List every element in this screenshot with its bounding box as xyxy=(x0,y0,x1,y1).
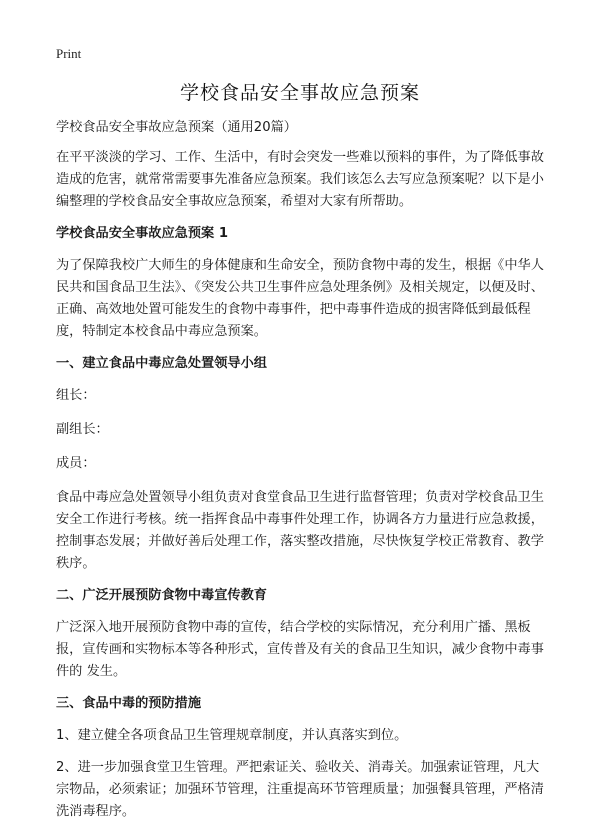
intro-paragraph: 在平平淡淡的学习、工作、生活中，有时会突发一些难以预料的事件，为了降低事故造成的危害，就常常需要事先准备应急预案。我们该怎么去写应急预案呢？以下是小编整理的学校食品安全事故应急预案，希望对大家有所帮助。 xyxy=(56,150,544,209)
heading-leadership-group: 一、建立食品中毒应急处置领导小组 xyxy=(56,356,267,371)
duty-paragraph: 食品中毒应急处置领导小组负责对食堂食品卫生进行监督管理；负责对学校食品卫生安全工作进行考核。统一指挥食品中毒事件处理工作，协调各方力量进行应急救援，控制事态发展；并做好善后处理工作，落实整改措施，尽快恢复学校正常教育、教学秩序。 xyxy=(56,490,544,571)
document-body xyxy=(56,117,546,833)
heading-prevention-measures: 三、食品中毒的预防措施 xyxy=(56,696,202,711)
education-paragraph: 广泛深入地开展预防食物中毒的宣传，结合学校的实际情况，充分利用广播、黑板报，宣传画和实物标本等各种形式，宣传普及有关的食品卫生知识，减少食物中毒事件的 发生。 xyxy=(56,620,544,679)
field-leader: 组长： xyxy=(56,388,96,403)
heading-education: 二、广泛开展预防食物中毒宣传教育 xyxy=(56,588,267,603)
section-intro-paragraph: 为了保障我校广大师生的身体健康和生命安全，预防食物中毒的发生，根据《中华人民共和国食品卫生法》、《突发公共卫生事件应急处理条例》及相关规定，以便及时、正确、高效地处置可能发生的食物中毒事件，把中毒事件造成的损害降低到最低程度，特制定本校食品中毒应急预案。 xyxy=(56,258,544,339)
print-link[interactable]: Print xyxy=(56,46,82,61)
section-title: 学校食品安全事故应急预案 1 xyxy=(56,226,229,241)
field-members: 成员： xyxy=(56,456,96,471)
measure-item-2: 2、进一步加强食堂卫生管理。严把索证关、验收关、消毒关。加强索证管理，凡大宗物品，必须索证；加强环节管理，注重提高环节管理质量；加强餐具管理，严格清洗消毒程序。 xyxy=(56,760,544,819)
document-subtitle: 学校食品安全事故应急预案（通用20篇） xyxy=(56,120,297,135)
page-title: 学校食品安全事故应急预案 xyxy=(179,82,420,104)
field-deputy-leader: 副组长： xyxy=(56,422,109,437)
measure-item-1: 1、建立健全各项食品卫生管理规章制度，并认真落实到位。 xyxy=(56,728,408,743)
